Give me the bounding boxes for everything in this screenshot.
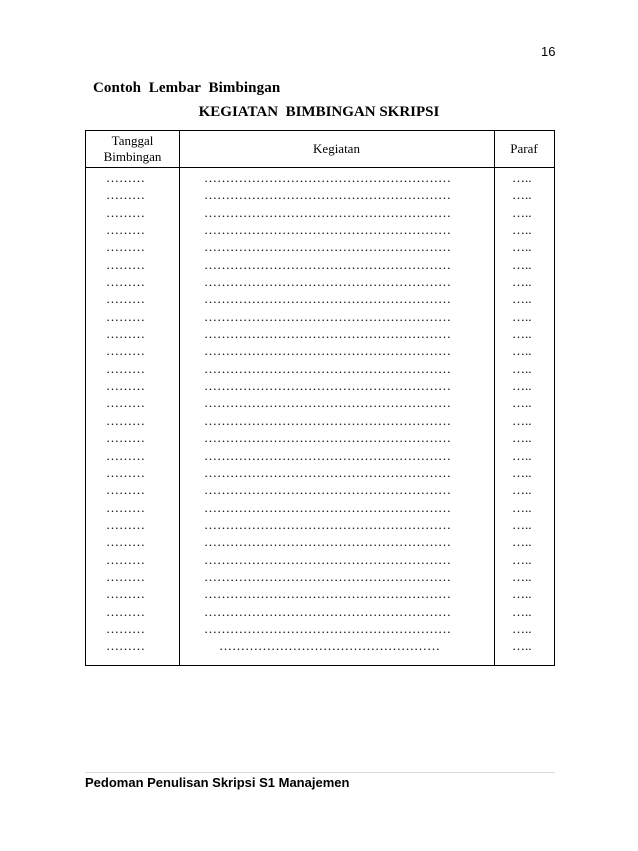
header-date [86, 131, 179, 167]
date-cell: ……… [106, 499, 145, 515]
activity-cell: ………………………………………………… [204, 516, 451, 532]
table-row [86, 429, 554, 446]
activity-cell: ………………………………………………… [204, 291, 451, 307]
signature-cell: ….. [512, 430, 532, 446]
date-cell: ……… [106, 586, 145, 602]
signature-cell: ….. [512, 326, 532, 342]
table-title: KEGIATAN BIMBINGAN SKRIPSI [198, 104, 440, 120]
signature-cell: ….. [512, 308, 532, 324]
activity-cell: ………………………………………………… [204, 499, 451, 515]
activity-cell: ………………………………………………… [204, 170, 451, 185]
signature-cell: ….. [512, 620, 532, 636]
table-row [86, 585, 554, 602]
table-row [86, 620, 554, 637]
table-row [86, 637, 554, 654]
signature-cell: ….. [512, 222, 532, 238]
date-cell: ……… [106, 620, 145, 636]
signature-cell: ….. [512, 378, 532, 394]
date-cell: ……… [106, 204, 145, 220]
signature-cell: ….. [512, 204, 532, 220]
table-row [86, 464, 554, 481]
signature-cell: ….. [512, 187, 532, 203]
activity-cell: ………………………………………………… [204, 395, 451, 411]
date-cell: ……… [106, 447, 145, 463]
activity-cell: ………………………………………………… [204, 464, 451, 480]
activity-cell: ………………………………………………… [204, 308, 451, 324]
activity-cell: ………………………………………………… [204, 360, 451, 376]
table-row [86, 342, 554, 359]
header-date-line2: Bimbingan [103, 149, 162, 164]
signature-cell: ….. [512, 638, 532, 654]
date-cell: ……… [106, 412, 145, 428]
date-cell: ……… [106, 222, 145, 238]
table-row [86, 186, 554, 203]
table-row [86, 256, 554, 273]
activity-cell: ………………………………………………… [204, 343, 451, 359]
activity-cell: ………………………………………………… [204, 204, 451, 220]
page-number: 16 [541, 44, 556, 59]
table-row [86, 516, 554, 533]
date-cell: ……… [106, 551, 145, 567]
date-cell: ……… [106, 274, 145, 290]
signature-cell: ….. [512, 586, 532, 602]
table-row [86, 481, 554, 498]
table-row [86, 551, 554, 568]
table-row [86, 394, 554, 411]
date-cell: ……… [106, 430, 145, 446]
header-date-line1: Tanggal [111, 133, 154, 148]
table-row [86, 204, 554, 221]
activity-cell: ………………………………………………… [204, 222, 451, 238]
table-row [86, 290, 554, 307]
table-row [86, 273, 554, 290]
activity-cell: ………………………………………………… [204, 482, 451, 498]
activity-cell: ………………………………………………… [204, 620, 451, 636]
date-cell: ……… [106, 326, 145, 342]
signature-cell: ….. [512, 464, 532, 480]
table-row [86, 325, 554, 342]
date-cell: ……… [106, 395, 145, 411]
activity-cell: ………………………………………………… [204, 326, 451, 342]
date-cell: ……… [106, 187, 145, 203]
header-activity: Kegiatan [313, 141, 360, 156]
activity-cell: ………………………………………………… [204, 568, 451, 584]
header-divider [86, 167, 554, 168]
section-title: Contoh Lembar Bimbingan [93, 80, 281, 96]
date-cell: ……… [106, 638, 145, 654]
activity-cell: ………………………………………………… [204, 603, 451, 619]
header-signature: Paraf [510, 141, 538, 156]
signature-cell: ….. [512, 291, 532, 307]
date-cell: ……… [106, 308, 145, 324]
signature-cell: ….. [512, 499, 532, 515]
table-row [86, 221, 554, 238]
activity-cell: ………………………………………………… [204, 551, 451, 567]
date-cell: ……… [106, 603, 145, 619]
signature-cell: ….. [512, 170, 532, 185]
activity-cell: ………………………………………………… [204, 447, 451, 463]
date-cell: ……… [106, 360, 145, 376]
date-cell: ……… [106, 291, 145, 307]
table-row [86, 412, 554, 429]
signature-cell: ….. [512, 412, 532, 428]
activity-cell: ………………………………………………… [204, 256, 451, 272]
table-row [86, 603, 554, 620]
date-cell: ……… [106, 170, 145, 185]
date-cell: ……… [106, 568, 145, 584]
activity-cell: ………………………………………………… [204, 430, 451, 446]
footer-divider [85, 772, 555, 773]
table-row [86, 238, 554, 255]
signature-cell: ….. [512, 239, 532, 255]
table-row [86, 377, 554, 394]
activity-cell: ………………………………………………… [204, 239, 451, 255]
date-cell: ……… [106, 534, 145, 550]
date-cell: ……… [106, 378, 145, 394]
activity-cell: …………………………………………… [219, 638, 440, 654]
signature-cell: ….. [512, 551, 532, 567]
table-row [86, 568, 554, 585]
activity-cell: ………………………………………………… [204, 586, 451, 602]
signature-cell: ….. [512, 447, 532, 463]
table-row [86, 360, 554, 377]
date-cell: ……… [106, 482, 145, 498]
signature-cell: ….. [512, 482, 532, 498]
date-cell: ……… [106, 239, 145, 255]
table-body [86, 169, 554, 655]
date-cell: ……… [106, 516, 145, 532]
signature-cell: ….. [512, 274, 532, 290]
date-cell: ……… [106, 464, 145, 480]
table-row [86, 499, 554, 516]
guidance-table [85, 130, 555, 666]
activity-cell: ………………………………………………… [204, 187, 451, 203]
signature-cell: ….. [512, 256, 532, 272]
signature-cell: ….. [512, 516, 532, 532]
activity-cell: ………………………………………………… [204, 378, 451, 394]
activity-cell: ………………………………………………… [204, 412, 451, 428]
signature-cell: ….. [512, 534, 532, 550]
activity-cell: ………………………………………………… [204, 534, 451, 550]
table-row [86, 533, 554, 550]
date-cell: ……… [106, 343, 145, 359]
activity-cell: ………………………………………………… [204, 274, 451, 290]
date-cell: ……… [106, 256, 145, 272]
footer-text: Pedoman Penulisan Skripsi S1 Manajemen [85, 775, 350, 790]
signature-cell: ….. [512, 568, 532, 584]
table-row [86, 169, 554, 186]
table-row [86, 308, 554, 325]
signature-cell: ….. [512, 395, 532, 411]
signature-cell: ….. [512, 603, 532, 619]
table-row [86, 447, 554, 464]
signature-cell: ….. [512, 360, 532, 376]
signature-cell: ….. [512, 343, 532, 359]
